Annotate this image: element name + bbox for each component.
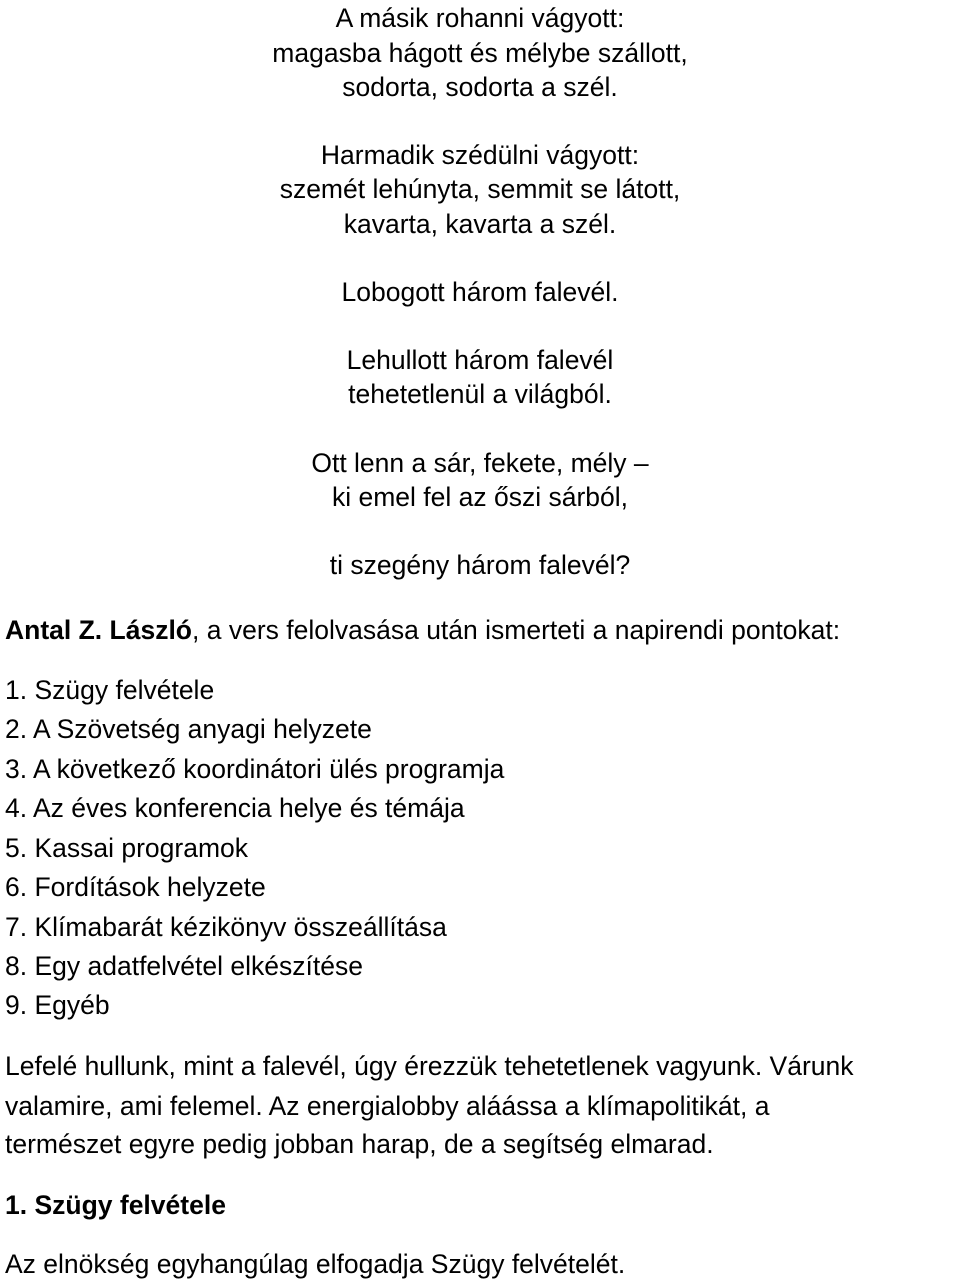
poem-line: ki emel fel az őszi sárból, xyxy=(331,482,629,512)
poem-line: Ott lenn a sár, fekete, mély – xyxy=(311,448,649,478)
poem-line: Lehullott három falevél xyxy=(346,345,614,375)
paragraph-line: valamire, ami felemel. Az energialobby aláássa a klímapolitikát, a xyxy=(5,1091,770,1121)
agenda-item: 3. A következő koordinátori ülés programja xyxy=(5,754,505,784)
poem-line: kavarta, kavarta a szél. xyxy=(343,209,617,239)
poem-line: Harmadik szédülni vágyott: xyxy=(320,140,640,170)
agenda-item: 4. Az éves konferencia helye és témája xyxy=(5,793,465,823)
intro-text: , a vers felolvasása után ismerteti a napirendi pontokat: xyxy=(192,615,841,645)
poem-line: A másik rohanni vágyott: xyxy=(335,3,625,33)
poem-line: Lobogott három falevél. xyxy=(341,277,619,307)
agenda-item: 8. Egy adatfelvétel elkészítése xyxy=(5,951,363,981)
agenda-item: 7. Klímabarát kézikönyv összeállítása xyxy=(5,912,447,942)
paragraph-line: természet egyre pedig jobban harap, de a segítség elmarad. xyxy=(5,1129,714,1159)
intro-line xyxy=(5,617,840,644)
poem-line: ti szegény három falevél? xyxy=(329,550,631,580)
section-text: Az elnökség egyhangúlag elfogadja Szügy felvételét. xyxy=(5,1249,626,1279)
poem-line: sodorta, sodorta a szél. xyxy=(342,72,618,102)
poem-line: magasba hágott és mélybe szállott, xyxy=(272,38,688,68)
speaker-name: Antal Z. László xyxy=(5,615,192,645)
agenda-item: 1. Szügy felvétele xyxy=(5,675,215,705)
agenda-item: 5. Kassai programok xyxy=(5,833,249,863)
agenda-item: 2. A Szövetség anyagi helyzete xyxy=(5,714,372,744)
agenda-item: 6. Fordítások helyzete xyxy=(5,872,266,902)
section-heading: 1. Szügy felvétele xyxy=(5,1190,226,1220)
paragraph-line: Lefelé hullunk, mint a falevél, úgy érezzük tehetetlenek vagyunk. Várunk xyxy=(5,1051,854,1081)
poem-line: tehetetlenül a világból. xyxy=(348,379,612,409)
poem-line: szemét lehúnyta, semmit se látott, xyxy=(279,174,681,204)
agenda-item: 9. Egyéb xyxy=(5,990,110,1020)
